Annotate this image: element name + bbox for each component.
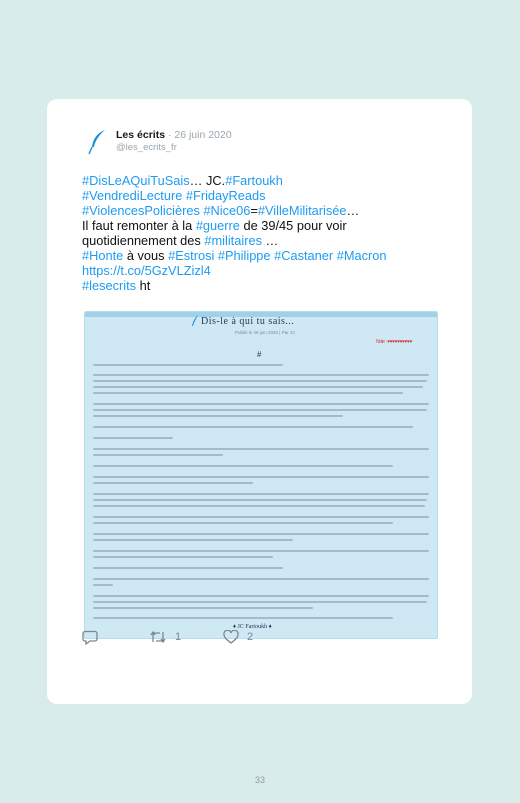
tweet-text-segment: …: [261, 233, 279, 248]
embed-text-line: [93, 595, 429, 597]
embed-text-line: [93, 403, 429, 405]
embedded-article-image[interactable]: [84, 311, 438, 639]
tweet-text-segment: Il faut remonter à la: [82, 218, 196, 233]
embed-text-line: [93, 448, 429, 450]
embed-text-line: [93, 601, 427, 603]
hashtag-link[interactable]: #lesecrits: [82, 278, 137, 293]
quill-logo-icon: [87, 129, 107, 155]
hashtag-link[interactable]: #Macron: [336, 248, 387, 263]
embed-text-line: [93, 465, 393, 467]
hashtag-link[interactable]: #VilleMilitarisée: [257, 203, 347, 218]
like-button[interactable]: [223, 630, 253, 644]
hashtag-link[interactable]: #Honte: [82, 248, 124, 263]
embed-text-line: [93, 392, 403, 394]
like-icon: [223, 630, 239, 644]
hashtag-link[interactable]: #Castaner: [274, 248, 334, 263]
embed-text-line: [93, 550, 429, 552]
reply-button[interactable]: [82, 630, 98, 645]
hashtag-link[interactable]: #Fartoukh: [225, 173, 283, 188]
reply-icon: [82, 630, 98, 645]
hashtag-link[interactable]: #VendrediLecture: [82, 188, 183, 203]
embed-text-line: [93, 374, 429, 376]
tweet-text: [82, 173, 452, 293]
embed-signature: ♦ JC Fartoukh ♦: [233, 624, 272, 630]
tweet-author[interactable]: [116, 129, 232, 141]
tweet-date[interactable]: · 26 juin 2020: [165, 129, 232, 141]
embed-text-line: [93, 364, 283, 366]
pen-icon: [191, 315, 199, 327]
hashtag-link[interactable]: #FridayReads: [185, 188, 266, 203]
tweet-text-segment: ht: [136, 278, 151, 293]
embed-text-line: [93, 493, 429, 495]
embed-text-line: [93, 584, 113, 586]
hashtag-link[interactable]: #Philippe: [217, 248, 271, 263]
embed-text-line: [93, 437, 173, 439]
embed-text-line: [93, 409, 427, 411]
embed-text-line: [93, 415, 343, 417]
tweet-text-segment: … JC.: [189, 173, 226, 188]
embed-text-line: [93, 386, 423, 388]
embed-text-line: [93, 556, 273, 558]
embed-text-line: [93, 476, 429, 478]
embed-subtitle: Publié le 26 juin 2020 | Par JC: [235, 330, 296, 335]
embed-text-line: [93, 454, 223, 456]
tweet-card: [47, 99, 472, 704]
tweet-text-segment: =: [250, 203, 258, 218]
tweet-text-segment: à vous: [123, 248, 169, 263]
embed-title: Dis-le à qui tu sais...: [201, 316, 295, 327]
embed-text-line: [93, 578, 429, 580]
embed-text-line: [93, 533, 429, 535]
tweet-actions: [82, 630, 382, 646]
embed-text-line: [93, 567, 283, 569]
embed-text-line: [93, 617, 393, 619]
retweet-count: 1: [175, 631, 182, 643]
tweet-url-link[interactable]: https://t.co/5GzVLZizl4: [82, 263, 211, 278]
hashtag-link[interactable]: #Estrosi: [168, 248, 215, 263]
author-name[interactable]: Les écrits: [116, 129, 166, 141]
retweet-button[interactable]: [149, 630, 181, 644]
tweet-text-segment: …: [346, 203, 360, 218]
embed-text-line: [93, 482, 253, 484]
embed-text-line: [93, 426, 413, 428]
hashtag-link[interactable]: #DisLeAQuiTuSais: [82, 173, 190, 188]
like-count: 2: [247, 631, 254, 643]
hashtag-link[interactable]: #Nice06: [203, 203, 251, 218]
embed-text-line: [93, 499, 427, 501]
tweet-text-segment: de 39/45 pour voir: [239, 218, 347, 233]
tweet-text-segment: quotidiennement des: [82, 233, 205, 248]
hashtag-link[interactable]: #guerre: [195, 218, 240, 233]
hashtag-link[interactable]: #militaires: [204, 233, 262, 248]
embed-text-line: [93, 539, 293, 541]
embed-text-line: [93, 607, 313, 609]
hashtag-link[interactable]: #ViolencesPolicières: [82, 203, 200, 218]
embed-text-line: [93, 522, 393, 524]
retweet-icon: [149, 630, 167, 644]
embed-separator: #: [257, 350, 262, 359]
embed-text-line: [93, 516, 429, 518]
embed-text-line: [93, 505, 425, 507]
embed-text-line: [93, 380, 427, 382]
embed-rating: Note : ♥♥♥♥♥♥♥♥♥♥: [376, 339, 412, 345]
page-number: 33: [254, 775, 265, 785]
author-handle[interactable]: @les_ecrits_fr: [116, 142, 177, 153]
